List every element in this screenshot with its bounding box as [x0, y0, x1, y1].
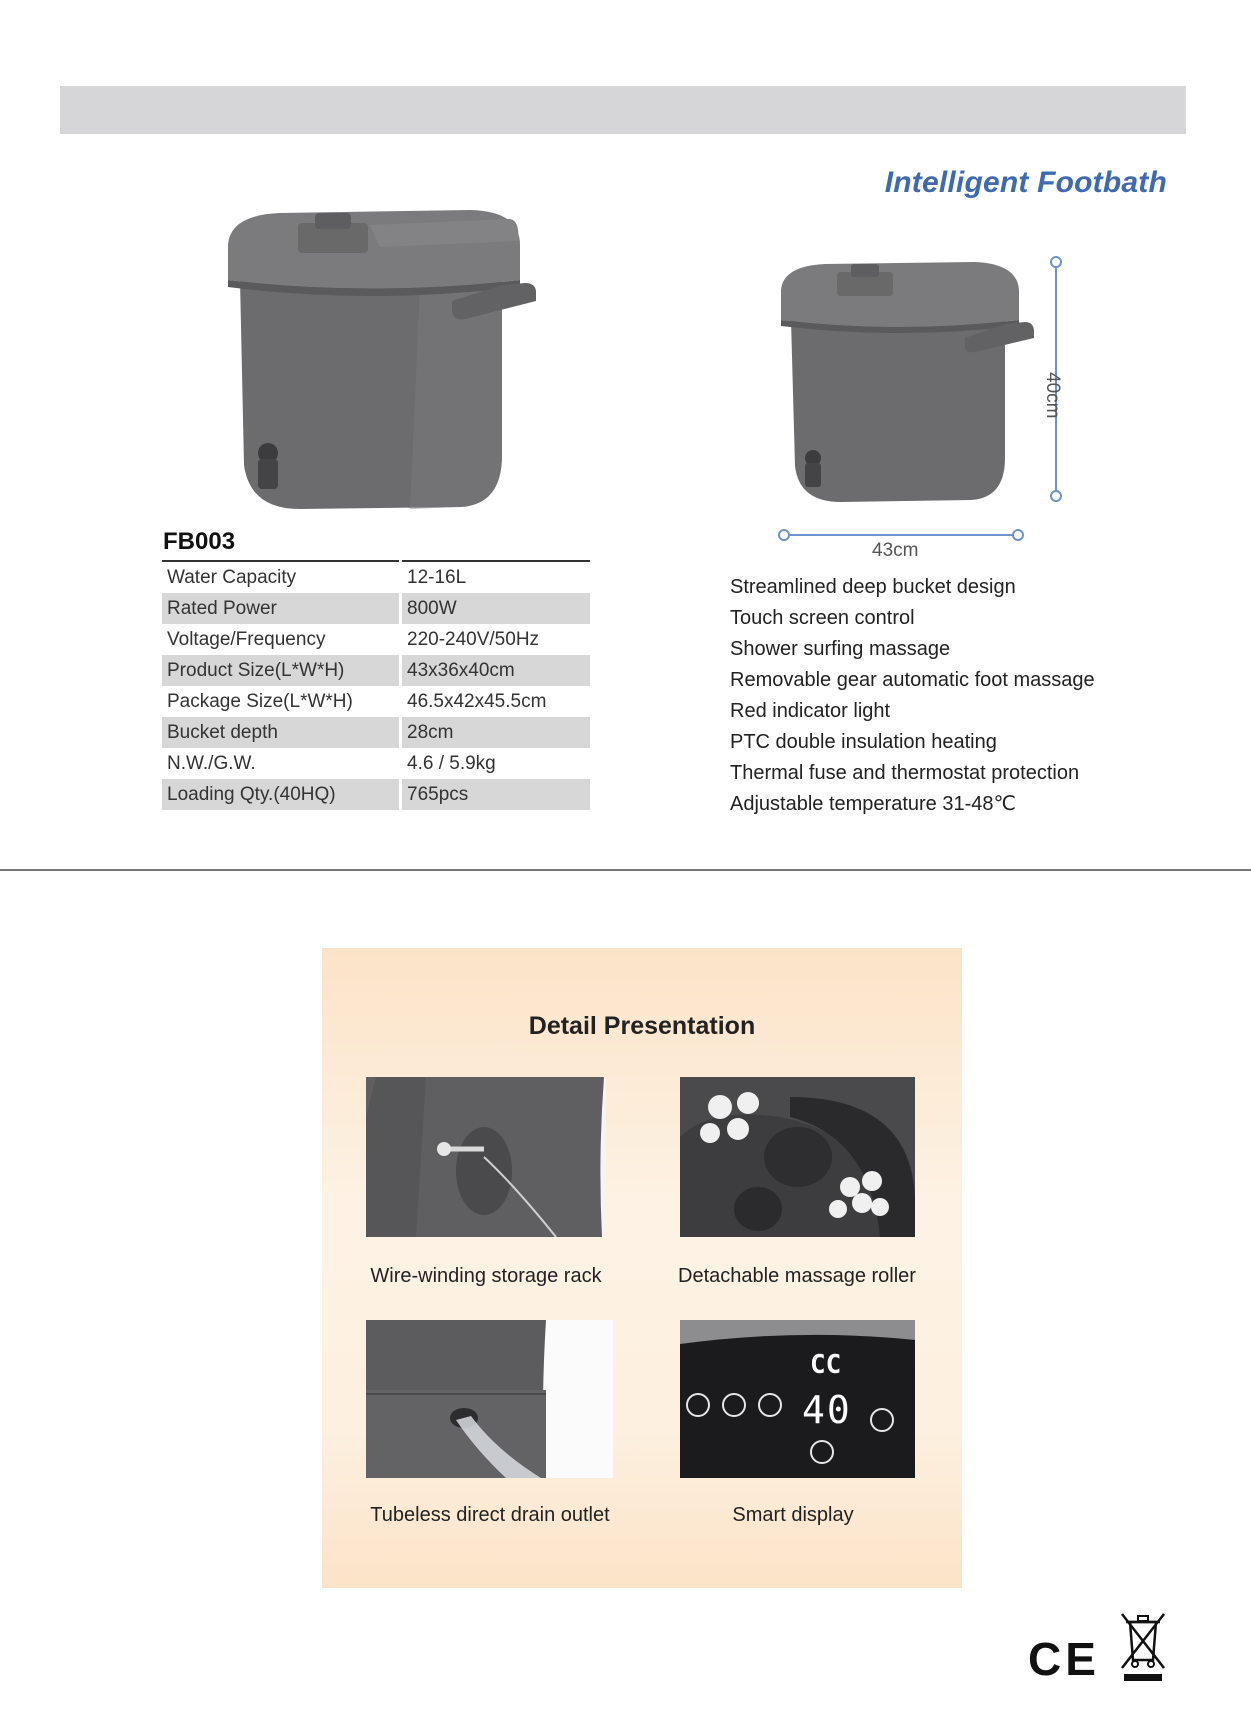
weee-bin-icon	[1118, 1610, 1168, 1682]
spec-value: 28cm	[401, 717, 591, 748]
spec-value: 765pcs	[401, 779, 591, 810]
spec-value: 43x36x40cm	[401, 655, 591, 686]
detail-title: Detail Presentation	[528, 1012, 756, 1040]
spec-label: Loading Qty.(40HQ)	[162, 779, 401, 810]
list-item: Shower surfing massage	[730, 638, 951, 660]
table-row	[162, 655, 590, 686]
ce-mark: CE	[1028, 1633, 1100, 1685]
spec-label: Water Capacity	[162, 561, 401, 593]
table-row	[162, 748, 590, 779]
spec-value: 220-240V/50Hz	[407, 628, 540, 650]
list-item: Streamlined deep bucket design	[730, 576, 1016, 598]
smart-display-photo	[680, 1320, 915, 1478]
dimension-endpoint	[778, 529, 790, 541]
model-number: FB003	[163, 528, 236, 555]
height-label: 40cm	[1042, 372, 1063, 419]
spec-label: Voltage/Frequency	[162, 624, 401, 655]
spec-value: 12-16L	[407, 566, 467, 588]
header-bar	[60, 86, 1186, 134]
table-row	[162, 593, 590, 624]
spec-label: N.W./G.W.	[162, 748, 401, 779]
table-row	[162, 717, 590, 748]
list-item: Red indicator light	[730, 700, 891, 722]
list-item: Thermal fuse and thermostat protection	[730, 762, 1080, 784]
wire-winding-photo	[366, 1077, 606, 1237]
list-item: Removable gear automatic foot massage	[730, 669, 1095, 691]
dimension-endpoint	[1050, 256, 1062, 268]
list-item: Touch screen control	[730, 607, 915, 629]
feature-list	[730, 572, 1095, 820]
detail-caption: Wire-winding storage rack	[370, 1265, 602, 1287]
spec-label: Package Size(L*W*H)	[162, 686, 401, 717]
detail-caption: Smart display	[732, 1504, 854, 1526]
section-divider	[0, 869, 1251, 871]
spec-table	[162, 560, 590, 810]
spec-value: 800W	[401, 593, 591, 624]
list-item: PTC double insulation heating	[730, 731, 997, 753]
page-title: Intelligent Footbath	[884, 166, 1167, 199]
drain-outlet-photo	[366, 1320, 613, 1478]
footbath-main-image	[220, 205, 540, 515]
dimension-endpoint	[1050, 490, 1062, 502]
spec-label: Bucket depth	[162, 717, 401, 748]
detail-caption: Tubeless direct drain outlet	[370, 1504, 610, 1526]
spec-label: Product Size(L*W*H)	[162, 655, 401, 686]
table-row	[162, 779, 590, 810]
table-row	[162, 686, 590, 717]
table-row	[162, 561, 590, 593]
display-top-glyph: CC	[810, 1350, 842, 1380]
spec-label: Rated Power	[162, 593, 401, 624]
spec-value: 46.5x42x45.5cm	[407, 690, 547, 712]
dimension-endpoint	[1012, 529, 1024, 541]
temperature-readout: 40	[802, 1388, 852, 1432]
spec-value: 4.6 / 5.9kg	[407, 752, 496, 774]
footbath-dimension-image	[775, 258, 1040, 518]
width-label: 43cm	[872, 540, 919, 561]
detail-caption: Detachable massage roller	[678, 1265, 916, 1287]
width-dimension-line	[784, 534, 1016, 536]
list-item: Adjustable temperature 31-48℃	[730, 793, 1016, 815]
table-row	[162, 624, 590, 655]
massage-roller-photo	[680, 1077, 915, 1237]
